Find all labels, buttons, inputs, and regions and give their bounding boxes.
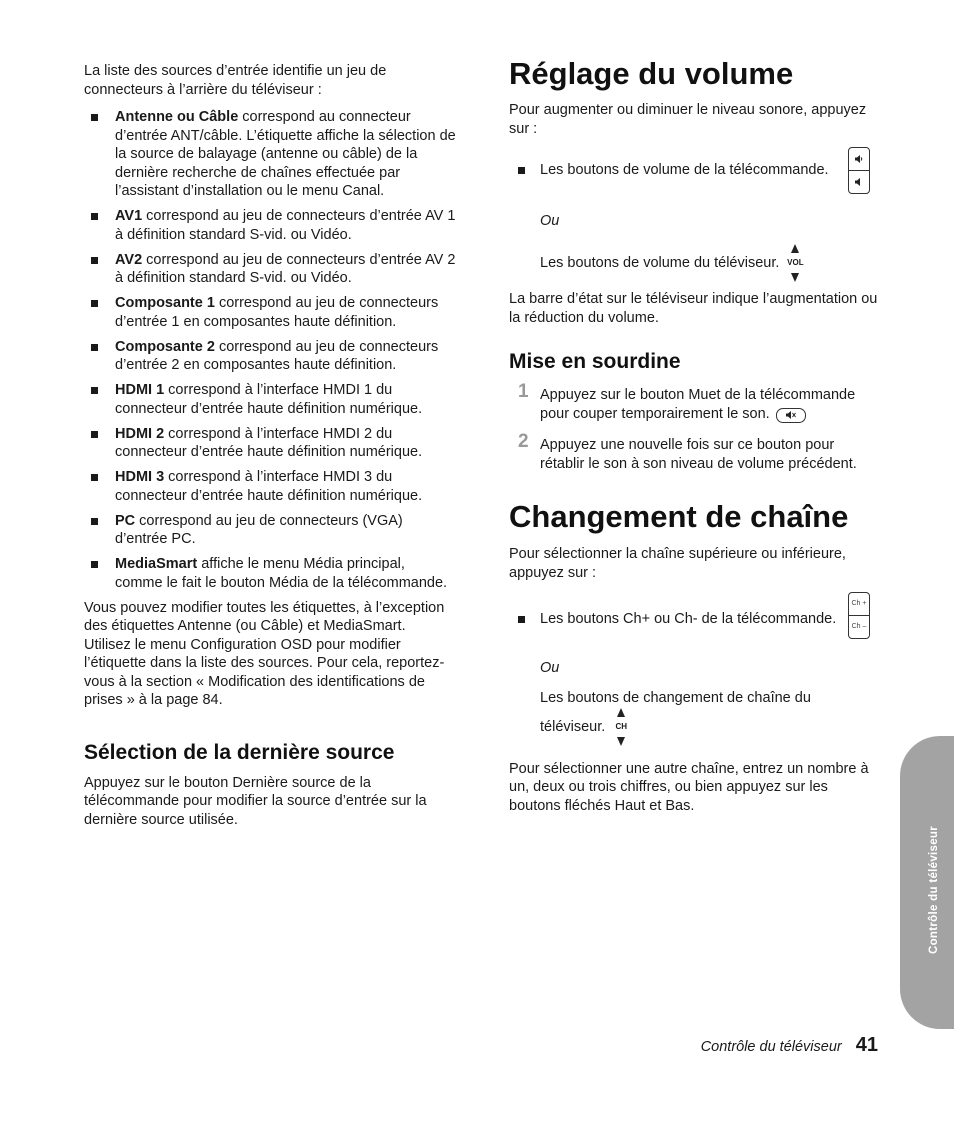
list-item	[84, 251, 456, 288]
item-text: correspond au jeu de connecteurs d’entrée AV 2 à définition standard S-vid. ou Vidéo.	[115, 251, 456, 286]
remote-channel-buttons	[848, 592, 870, 639]
list-item	[84, 381, 456, 418]
channel-or: Ou	[540, 659, 560, 676]
channel-down-button-label: Ch –	[849, 615, 869, 638]
item-text: correspond à l’interface HMDI 3 du connecteur d’entrée haute définition numérique.	[115, 469, 423, 504]
item-text: correspond au jeu de connecteurs d’entrée 1 en composantes haute définition.	[115, 295, 439, 330]
page-footer	[701, 1034, 878, 1057]
step-text: Appuyez sur le bouton Muet de la télécommande pour couper temporairement le son.	[540, 387, 856, 422]
volume-tv-row	[509, 244, 879, 282]
item-term: HDMI 3	[115, 469, 165, 485]
item-term: Composante 1	[115, 295, 215, 311]
list-item	[84, 207, 456, 244]
channel-remote-row	[509, 600, 879, 630]
volume-status-paragraph: La barre d’état sur le téléviseur indique l’augmentation ou la réduction du volume.	[509, 291, 878, 326]
channel-intro: Pour sélectionner la chaîne supérieure ou inférieure, appuyez sur :	[509, 546, 846, 581]
volume-remote-text: Les boutons de volume de la télécommande.	[509, 161, 879, 180]
sources-list	[84, 108, 456, 592]
item-text: affiche le menu Média principal, comme le fait le bouton Média de la télécommande.	[115, 556, 448, 591]
list-item	[84, 294, 456, 331]
channel-tv-text-2: téléviseur.	[540, 718, 606, 735]
item-term: AV1	[115, 208, 143, 224]
item-text: correspond au jeu de connecteurs (VGA) d’entrée PC.	[115, 512, 403, 547]
item-text: correspond au jeu de connecteurs d’entrée 2 en composantes haute définition.	[115, 338, 439, 373]
volume-down-icon	[849, 170, 869, 193]
list-item	[84, 338, 456, 375]
mute-step-1	[509, 381, 879, 423]
item-term: HDMI 1	[115, 382, 165, 398]
left-column	[84, 62, 456, 829]
remote-volume-buttons	[848, 147, 870, 194]
mute-icon	[776, 408, 806, 423]
list-item	[84, 468, 456, 505]
chapter-side-tab	[900, 736, 954, 1029]
item-text: correspond à l’interface HMDI 2 du connecteur d’entrée haute définition numérique.	[115, 425, 423, 460]
tv-volume-control-icon	[783, 244, 807, 282]
list-item	[84, 108, 456, 201]
tv-channel-control-icon	[609, 708, 633, 746]
mute-step-2	[509, 431, 879, 473]
channel-heading: Changement de chaîne	[509, 499, 849, 534]
sources-intro: La liste des sources d’entrée identifie un jeu de connecteurs à l’arrière du téléviseur :	[84, 63, 387, 98]
mute-heading: Mise en sourdine	[509, 350, 681, 373]
item-text: correspond à l’interface HMDI 1 du connecteur d’entrée haute définition numérique.	[115, 382, 423, 417]
list-item	[84, 425, 456, 462]
right-column	[509, 56, 879, 815]
volume-tv-text: Les boutons de volume du téléviseur.	[540, 255, 780, 271]
item-text: correspond au jeu de connecteurs d’entrée AV 1 à définition standard S-vid. ou Vidéo.	[115, 208, 456, 243]
tv-channel-label: CH	[615, 721, 628, 731]
step-number: 1	[518, 381, 529, 402]
channel-last-paragraph: Pour sélectionner une autre chaîne, entrez un nombre à un, deux ou trois chiffres, ou bien appuyez sur les boutons fléchés Haut et Bas.	[509, 760, 869, 814]
volume-up-icon	[849, 148, 869, 170]
step-number: 2	[518, 431, 529, 452]
volume-remote-row	[509, 161, 879, 180]
volume-or: Ou	[540, 212, 560, 229]
channel-remote-text: Les boutons Ch+ ou Ch- de la télécommande.	[509, 610, 879, 629]
channel-tv-text-1: Les boutons de changement de chaîne du	[540, 690, 811, 706]
step-text: Appuyez une nouvelle fois sur ce bouton pour rétablir le son à son niveau de volume précédent.	[540, 437, 857, 472]
tv-volume-label: VOL	[787, 258, 804, 268]
side-tab-label: Contrôle du téléviseur	[928, 825, 940, 954]
page-number: 41	[855, 1034, 878, 1056]
item-term: MediaSmart	[115, 556, 198, 572]
volume-intro: Pour augmenter ou diminuer le niveau sonore, appuyez sur :	[509, 102, 867, 137]
labels-paragraph: Vous pouvez modifier toutes les étiquettes, à l’exception des étiquettes Antenne (ou Câble) et MediaSmart. Utilisez le menu Configuration OSD pour modifier l’étiquette dans la liste des sources. Pour cela, reportez-vous à la section « Modification des identifications de prises » à la page 84.	[84, 599, 445, 708]
item-term: AV2	[115, 251, 143, 268]
item-term: Composante 2	[115, 338, 215, 355]
list-item	[84, 555, 456, 592]
item-term: Antenne ou Câble	[115, 109, 239, 125]
channel-tv-row	[509, 708, 879, 746]
item-term: PC	[115, 512, 136, 529]
item-text: correspond au connecteur d’entrée ANT/câble. L’étiquette affiche la sélection de la source de balayage (antenne ou câble) de la dernière recherche de chaînes effectuée par l’assistant d’installation ou le menu Canal.	[115, 109, 456, 199]
list-item	[84, 512, 456, 549]
footer-title: Contrôle du téléviseur	[700, 1039, 842, 1055]
item-term: HDMI 2	[115, 425, 165, 442]
last-source-paragraph: Appuyez sur le bouton Dernière source de la télécommande pour modifier la source d’entrée sur la dernière source utilisée.	[84, 774, 427, 828]
volume-heading: Réglage du volume	[509, 56, 794, 91]
last-source-heading: Sélection de la dernière source	[84, 740, 395, 764]
channel-up-button-label: Ch +	[851, 600, 867, 607]
